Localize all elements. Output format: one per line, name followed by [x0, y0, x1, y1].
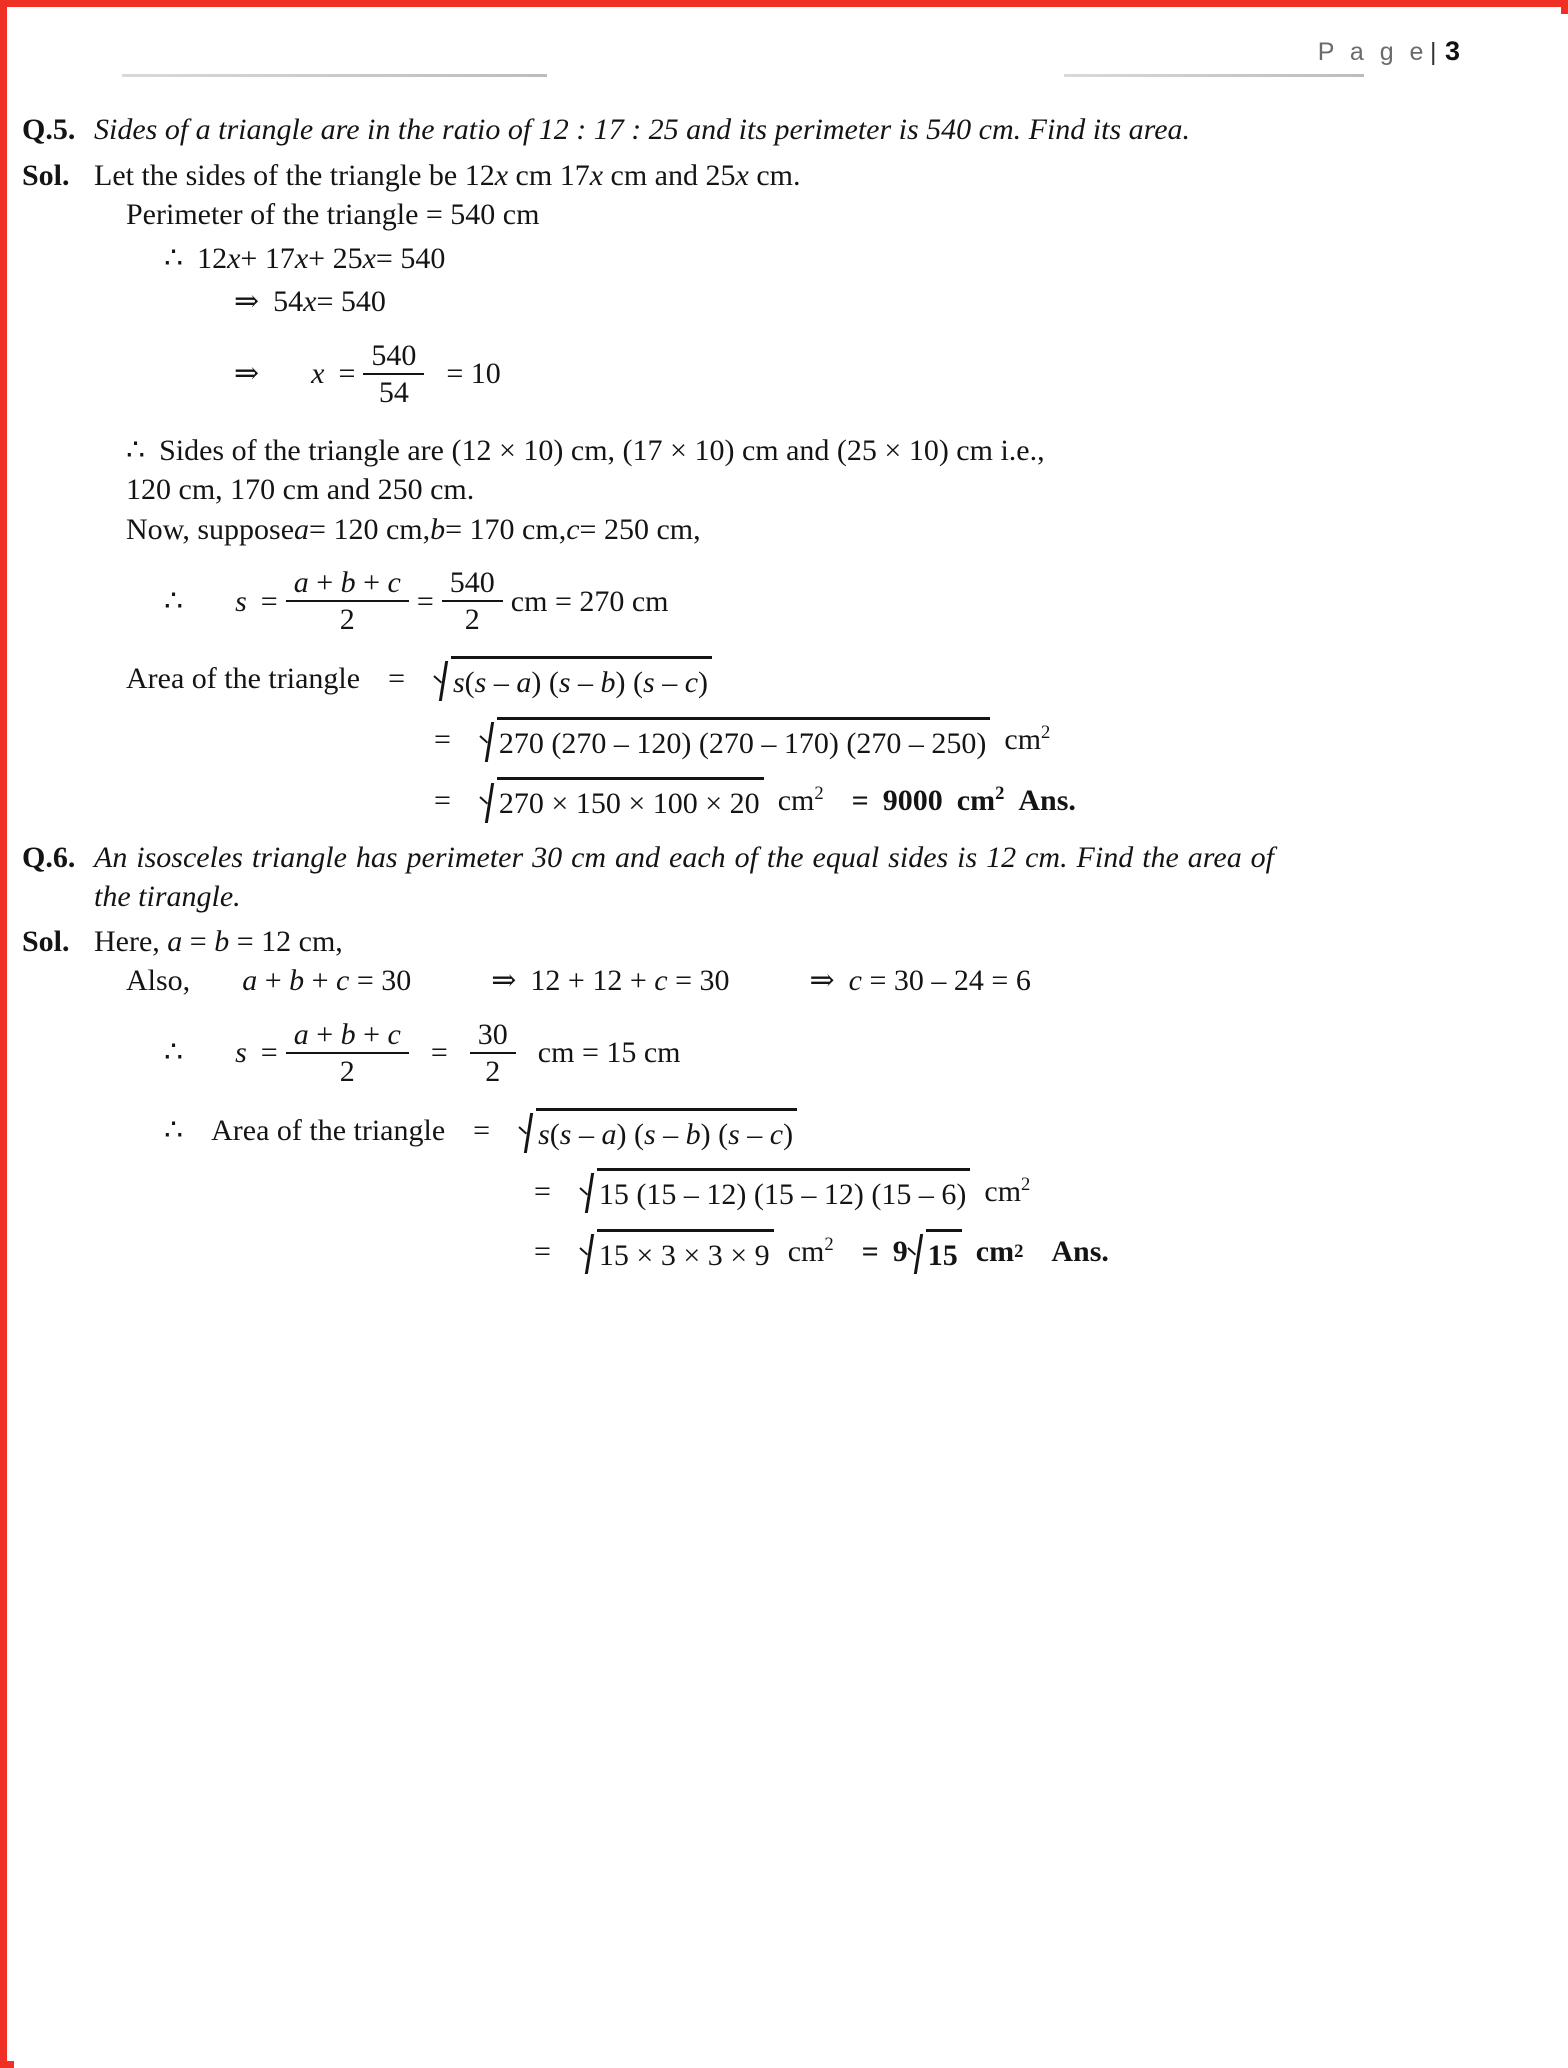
let-sides-x2: x — [589, 158, 604, 192]
also-a: a — [242, 964, 258, 998]
here-a: a — [167, 924, 183, 958]
suppose-b: b — [430, 512, 446, 546]
suppose-part4: = 250 cm, — [579, 512, 701, 546]
implies-symbol-q5-eq3: ⇒ — [234, 357, 260, 391]
solution-row-q6-also — [126, 961, 1568, 1001]
solution-row-q5-semiperimeter — [164, 567, 1568, 636]
sides-line-1: Sides of the triangle are (12 × 10) cm, (17 × 10) cm and (25 × 10) cm i.e., — [159, 433, 1045, 467]
s-equals-2: = — [416, 584, 434, 618]
radical-sign — [579, 1168, 598, 1215]
num-b: b — [340, 566, 356, 600]
perimeter-text-q5: Perimeter of the triangle = 540 cm — [126, 198, 540, 232]
suppose-part1: Now, suppose — [126, 512, 295, 546]
eq3-result: = 10 — [446, 357, 501, 391]
solution-row-q5-suppose — [126, 510, 1568, 550]
unit-exponent: 2 — [814, 782, 824, 804]
eq2-part1: 54 — [273, 285, 304, 319]
unit-cm: cm — [984, 1174, 1022, 1208]
num-a: a — [293, 566, 309, 600]
implies-symbol-1: ⇒ — [491, 964, 517, 998]
fraction-denominator: 2 — [464, 603, 480, 637]
page-number-label — [1318, 36, 1460, 67]
let-sides-part2: cm 17 — [508, 158, 590, 192]
sqrt-icon — [479, 777, 764, 824]
sqrt-icon — [579, 1229, 774, 1276]
let-sides-x1: x — [494, 158, 509, 192]
num-a: a — [293, 1017, 309, 1051]
question-text-q6-content: An isosceles triangle has perimeter 30 cm and each of the equal sides is 12 cm. Find the area of the tirangle. — [94, 840, 1274, 913]
implies-symbol-q5-eq2: ⇒ — [234, 285, 260, 319]
unit-exponent: 2 — [1021, 1173, 1031, 1195]
document-content — [14, 110, 1568, 1275]
radical-sign — [518, 1108, 537, 1155]
sqrt-icon — [433, 656, 712, 703]
heron-close: ) — [698, 665, 709, 699]
heron-s: s — [452, 665, 465, 699]
eq3-equals: = — [338, 357, 356, 391]
implication-2-q6 — [810, 961, 1031, 1001]
fraction-numerator: 540 — [442, 567, 503, 602]
question-row-q5 — [14, 110, 1568, 150]
heron-open: ( — [549, 1117, 560, 1151]
solution-let-sides-q5 — [94, 156, 800, 196]
page-canvas — [14, 14, 1568, 2068]
radical-sign — [479, 717, 498, 764]
radicand: 270 (270 – 120) (270 – 170) (270 – 250) — [497, 717, 990, 764]
eq1-x1: x — [227, 241, 241, 275]
heron-mid2: ) ( — [700, 1117, 729, 1151]
fraction-denominator: 2 — [339, 603, 355, 637]
let-sides-part4: cm. — [748, 158, 801, 192]
num-plus1: + — [308, 1017, 341, 1051]
imp2-part: = 30 – 24 = 6 — [861, 964, 1031, 998]
heron-s-minus-a: s – a — [559, 1117, 617, 1151]
here-part3: = 12 cm, — [229, 924, 343, 958]
fraction-abc-over-2 — [286, 1019, 409, 1088]
sqrt-icon — [579, 1168, 970, 1215]
sqrt-icon — [518, 1108, 797, 1155]
heron-formula-q6 — [211, 1108, 797, 1155]
eq1-part3: + 25 — [308, 241, 363, 275]
also-equation-q6 — [242, 961, 411, 1001]
implication-1-q6 — [491, 961, 729, 1001]
here-part1: Here, — [94, 924, 168, 958]
also-equals: = 30 — [349, 964, 412, 998]
radicand — [536, 1108, 797, 1155]
here-part2: = — [182, 924, 215, 958]
suppose-part3: = 170 cm, — [445, 512, 567, 546]
fraction-30-over-2 — [470, 1019, 516, 1088]
num-b: b — [340, 1017, 356, 1051]
s-equals: = — [260, 1036, 278, 1070]
unit-exponent: 2 — [1041, 722, 1051, 744]
area-label-q5: Area of the triangle — [126, 662, 361, 696]
answer-q5 — [852, 781, 1076, 821]
s-variable: s — [235, 584, 247, 618]
fraction-numerator — [286, 567, 409, 602]
therefore-symbol-q6-area: ∴ — [164, 1114, 184, 1147]
answer-coefficient: 9 — [892, 1235, 908, 1269]
heron-formula-q5 — [126, 656, 712, 703]
fraction-denominator: 2 — [339, 1054, 355, 1088]
final-equals-q5: = — [434, 783, 451, 817]
final-unit-q6 — [788, 1232, 834, 1272]
substitution-expression-q5 — [434, 717, 1050, 764]
heron-mid1: ) ( — [531, 665, 559, 699]
s-unit-result: cm = 270 cm — [510, 584, 669, 618]
answer-value: 9000 — [882, 783, 943, 817]
question-tag-q6: Q.6. — [22, 840, 76, 874]
fraction-540-over-54 — [363, 340, 424, 409]
imp2-c: c — [848, 964, 862, 998]
sub-unit-q6 — [984, 1172, 1030, 1212]
area-equals-q6: = — [473, 1114, 491, 1147]
also-plus1: + — [257, 964, 290, 998]
eq1-part4: = 540 — [375, 241, 446, 275]
radical-sign — [433, 656, 452, 703]
solution-row-q6-semiperimeter — [164, 1019, 1568, 1088]
radical-sign — [579, 1229, 598, 1276]
heron-s-minus-b: s – b — [558, 665, 616, 699]
semiperimeter-expression-q5 — [235, 567, 668, 636]
fraction-numerator: 30 — [470, 1019, 516, 1054]
let-sides-x3: x — [735, 158, 749, 192]
imp1-part1: 12 + 12 + — [530, 964, 655, 998]
solution-row-q5-heron — [126, 656, 1568, 703]
solution-row-q5-perimeter — [126, 195, 1568, 235]
also-b: b — [289, 964, 305, 998]
unit-exponent: 2 — [824, 1234, 834, 1256]
answer-unit: cm — [975, 1235, 1015, 1269]
also-label: Also, — [126, 964, 191, 998]
solution-row-q5-eq3 — [234, 340, 1568, 409]
num-c: c — [387, 1017, 401, 1051]
question-block-q5 — [14, 110, 1568, 824]
num-c: c — [387, 566, 401, 600]
answer-equals: = — [851, 783, 869, 817]
suppose-c: c — [566, 512, 580, 546]
answer-word: Ans. — [1018, 783, 1076, 817]
suppose-a: a — [294, 512, 310, 546]
heron-s: s — [538, 1117, 550, 1151]
answer-unit: cm — [956, 783, 996, 817]
also-plus2: + — [304, 964, 337, 998]
question-block-q6 — [14, 838, 1568, 1276]
radicand: 15 × 3 × 3 × 9 — [597, 1229, 774, 1276]
header-rule-right — [1064, 74, 1364, 77]
question-text-q5 — [94, 110, 1274, 149]
fraction-540-over-2 — [442, 567, 503, 636]
question-text-q6 — [94, 838, 1274, 916]
eq3-x: x — [311, 357, 325, 391]
eq1-part1: 12 — [197, 241, 228, 275]
unit-cm: cm — [1004, 723, 1042, 757]
heron-s-minus-a: s – a — [474, 665, 532, 699]
sqrt-icon — [908, 1229, 962, 1276]
heron-mid2: ) ( — [615, 665, 644, 699]
solution-row-q6-substitution — [534, 1168, 1568, 1215]
sqrt-icon — [479, 717, 990, 764]
eq1-part2: + 17 — [240, 241, 295, 275]
answer-exponent: 2 — [995, 782, 1005, 804]
solution-row-q5-sides1 — [126, 431, 1568, 471]
solution-row-q6-final — [534, 1229, 1568, 1276]
solution-row-q5-eq2 — [234, 282, 1568, 322]
unit-cm: cm — [787, 1235, 825, 1269]
suppose-part2: = 120 cm, — [309, 512, 431, 546]
heron-open: ( — [464, 665, 475, 699]
page-separator: | — [1429, 38, 1441, 66]
heron-s-minus-c: s – c — [728, 1117, 784, 1151]
solution-row-q6-here — [14, 922, 1568, 962]
heron-close: ) — [783, 1117, 794, 1151]
solution-tag-q6: Sol. — [22, 924, 70, 958]
solution-row-q5-eq1 — [164, 239, 1568, 279]
fraction-denominator: 2 — [485, 1054, 501, 1088]
therefore-symbol-q5-eq1: ∴ — [164, 241, 184, 275]
solution-row-q5-final — [434, 777, 1568, 824]
let-sides-part1: Let the sides of the triangle be 12 — [94, 158, 495, 192]
sub-equals-q6: = — [534, 1174, 551, 1208]
heron-s-minus-b: s – b — [643, 1117, 701, 1151]
therefore-symbol-q5-s: ∴ — [164, 584, 184, 618]
radical-sign — [479, 777, 498, 824]
heron-mid1: ) ( — [616, 1117, 644, 1151]
semiperimeter-expression-q6 — [235, 1019, 680, 1088]
answer-q6: = 9 15 cm 2 Ans. — [862, 1229, 1109, 1276]
imp1-part2: = 30 — [667, 964, 730, 998]
answer-equals: = — [861, 1235, 879, 1269]
implies-symbol-2: ⇒ — [809, 964, 835, 998]
also-c: c — [336, 964, 350, 998]
eq2-x: x — [303, 285, 317, 319]
unit-cm: cm — [777, 783, 815, 817]
radicand: 15 (15 – 12) (15 – 12) (15 – 6) — [597, 1168, 970, 1215]
fraction-numerator: 540 — [363, 340, 424, 375]
here-expression-q6 — [94, 922, 343, 962]
area-equals-q5: = — [388, 662, 405, 696]
page-header — [14, 14, 1568, 86]
eq1-x3: x — [362, 241, 376, 275]
substitution-expression-q6 — [534, 1168, 1030, 1215]
area-label-q6: Area of the triangle — [211, 1114, 446, 1147]
radicand: 270 × 150 × 100 × 20 — [497, 777, 764, 824]
here-b: b — [214, 924, 230, 958]
radicand — [451, 656, 712, 703]
solution-tag-q5: Sol. — [22, 158, 70, 192]
solution-row-q5-sides2 — [126, 470, 1568, 510]
s-variable: s — [235, 1036, 247, 1070]
question-text-q5-content: Sides of a triangle are in the ratio of 12 : 17 : 25 and its perimeter is 540 cm. Find its area. — [94, 113, 1191, 146]
page-number: 3 — [1444, 36, 1460, 66]
s-equals-2: = — [430, 1036, 448, 1070]
radical-sign — [908, 1229, 927, 1276]
page-word: P a g e — [1317, 38, 1428, 66]
final-equals-q6: = — [534, 1235, 551, 1269]
solution-row-q5-substitution — [434, 717, 1568, 764]
therefore-symbol-q6-s: ∴ — [164, 1036, 184, 1070]
solution-row-q5-let — [14, 156, 1568, 196]
final-expression-q5 — [434, 777, 1076, 824]
sub-unit-q5 — [1004, 720, 1050, 760]
fraction-numerator — [286, 1019, 409, 1054]
eq2-part2: = 540 — [316, 285, 386, 319]
answer-word: Ans. — [1051, 1235, 1109, 1269]
question-row-q6 — [14, 838, 1568, 916]
num-plus1: + — [308, 566, 341, 600]
question-tag-q5: Q.5. — [22, 113, 76, 146]
let-sides-part3: cm and 25 — [603, 158, 736, 192]
num-plus2: + — [355, 566, 388, 600]
eq1-x2: x — [294, 241, 309, 275]
heron-s-minus-c: s – c — [643, 665, 699, 699]
final-expression-q6 — [534, 1229, 1109, 1276]
fraction-denominator: 54 — [378, 375, 409, 409]
x-fraction-expression-q5 — [311, 340, 501, 409]
solution-row-q6-heron — [164, 1108, 1568, 1155]
s-unit-result: cm = 15 cm — [537, 1036, 681, 1070]
therefore-symbol-q5-sides: ∴ — [126, 433, 146, 467]
final-unit-q5 — [778, 781, 824, 821]
sides-line-2: 120 cm, 170 cm and 250 cm. — [126, 473, 475, 507]
s-equals: = — [260, 584, 278, 618]
radicand: 15 — [926, 1229, 962, 1276]
fraction-abc-over-2 — [286, 567, 409, 636]
imp1-c: c — [654, 964, 668, 998]
header-rule-left — [122, 74, 547, 77]
sub-equals-q5: = — [434, 723, 451, 757]
num-plus2: + — [355, 1017, 388, 1051]
